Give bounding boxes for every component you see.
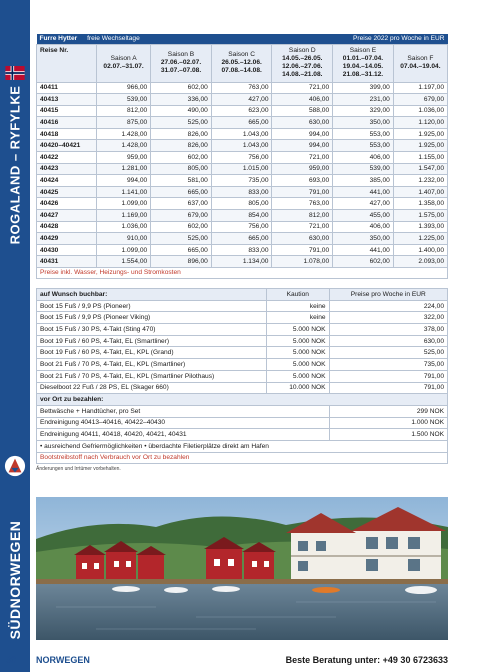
price-cell: 826,00: [151, 140, 212, 152]
harbour-cabins-photo: [36, 497, 448, 640]
price-footnote: Preise inkl. Wasser, Heizungs- und Stromkosten: [36, 268, 448, 279]
price-cell: 350,00: [333, 233, 394, 245]
price-cell: 1.036,00: [97, 221, 151, 233]
price-cell: 679,00: [151, 210, 212, 222]
price-cell: 756,00: [211, 221, 272, 233]
boat-name: Dieselboot 22 Fuß / 28 PS, EL (Skager 660): [37, 382, 267, 394]
kaution-header: Kaution: [267, 289, 330, 301]
price-cell: 385,00: [333, 175, 394, 187]
price-note: Preise 2022 pro Woche in EUR: [272, 34, 448, 44]
price-cell: 805,00: [151, 163, 212, 175]
price-row: [37, 198, 448, 210]
price-cell: 1.043,00: [211, 140, 272, 152]
property-title: Furre Hytter: [39, 35, 78, 43]
price-row: [37, 256, 448, 268]
price-cell: 994,00: [272, 140, 333, 152]
price-cell: 763,00: [272, 198, 333, 210]
price-cell: 833,00: [211, 244, 272, 256]
price-cell: 665,00: [151, 244, 212, 256]
season-header-row: [37, 44, 448, 82]
price-cell: 441,00: [333, 186, 394, 198]
trip-number-cell: 40418: [37, 128, 97, 140]
main-content: [36, 34, 448, 472]
price-cell: 441,00: [333, 244, 394, 256]
price-cell: 896,00: [151, 256, 212, 268]
price-cell: 1.281,00: [97, 163, 151, 175]
price-cell: 966,00: [97, 82, 151, 94]
price-cell: 1.036,00: [393, 105, 447, 117]
price-cell: 1.547,00: [393, 163, 447, 175]
price-cell: 756,00: [211, 152, 272, 164]
price-cell: 623,00: [211, 105, 272, 117]
sidebar: [0, 0, 30, 672]
price-cell: 875,00: [97, 117, 151, 129]
price-cell: 525,00: [151, 117, 212, 129]
onsite-item: Endreinigung 40413–40416, 40422–40430: [37, 417, 330, 429]
price-cell: 1.407,00: [393, 186, 447, 198]
price-cell: 1.358,00: [393, 198, 447, 210]
boat-name: Boot 19 Fuß / 60 PS, 4-Takt, EL, KPL (Grand): [37, 347, 267, 359]
price-row: [37, 128, 448, 140]
price-cell: 1.120,00: [393, 117, 447, 129]
boat-price: 735,00: [329, 359, 447, 371]
footer-contact: Beste Beratung unter: +49 30 6723633: [285, 655, 448, 665]
extras-table: [36, 288, 448, 464]
onsite-item: Bettwäsche + Handtücher, pro Set: [37, 405, 330, 417]
boat-row: [37, 359, 448, 371]
price-cell: 602,00: [151, 152, 212, 164]
price-row: [37, 152, 448, 164]
price-cell: 637,00: [151, 198, 212, 210]
price-row: [37, 140, 448, 152]
trip-number-cell: 40428: [37, 221, 97, 233]
fuel-note: Bootstreibstoff nach Verbrauch vor Ort zu bezahlen: [37, 452, 448, 464]
price-table-body: [37, 82, 448, 268]
boat-name: Boot 21 Fuß / 70 PS, 4-Takt, EL, KPL (Smartliner Pilothaus): [37, 370, 267, 382]
price-row: [37, 244, 448, 256]
boat-deposit: keine: [267, 300, 330, 312]
price-cell: 602,00: [151, 82, 212, 94]
onsite-price: 1.500 NOK: [329, 429, 447, 441]
season-header: Saison C 26.05.–12.06. 07.08.–14.08.: [211, 44, 272, 82]
price-table-title-row: [37, 34, 448, 44]
weekly-price-header: Preise pro Woche in EUR: [329, 289, 447, 301]
price-cell: 665,00: [211, 233, 272, 245]
boat-price: 791,00: [329, 382, 447, 394]
price-cell: 588,00: [272, 105, 333, 117]
onsite-item: Endreinigung 40411, 40418, 40420, 40421, 40431: [37, 429, 330, 441]
price-cell: 1.925,00: [393, 128, 447, 140]
season-header: Saison A 02.07.–31.07.: [97, 44, 151, 82]
price-cell: 763,00: [211, 82, 272, 94]
trip-number-cell: 40427: [37, 210, 97, 222]
boat-deposit: 5.000 NOK: [267, 359, 330, 371]
price-cell: 959,00: [97, 152, 151, 164]
boat-row: [37, 347, 448, 359]
onsite-price: 1.000 NOK: [329, 417, 447, 429]
trip-number-cell: 40416: [37, 117, 97, 129]
price-cell: 994,00: [97, 175, 151, 187]
trip-number-cell: 40415: [37, 105, 97, 117]
price-row: [37, 163, 448, 175]
boat-price: 525,00: [329, 347, 447, 359]
price-cell: 539,00: [97, 94, 151, 106]
boat-price: 378,00: [329, 324, 447, 336]
boat-deposit: 5.000 NOK: [267, 370, 330, 382]
trip-number-cell: 40413: [37, 94, 97, 106]
price-cell: 1.155,00: [393, 152, 447, 164]
boat-row: [37, 335, 448, 347]
page-number: 30: [6, 655, 17, 665]
price-cell: 833,00: [211, 186, 272, 198]
price-cell: 630,00: [272, 233, 333, 245]
price-cell: 2.093,00: [393, 256, 447, 268]
price-row: [37, 186, 448, 198]
price-cell: 910,00: [97, 233, 151, 245]
property-subtitle: freie Wechseltage: [87, 35, 140, 43]
price-cell: 455,00: [333, 210, 394, 222]
season-header: Saison D 14.05.–26.05. 12.06.–27.06. 14.08.–21.08.: [272, 44, 333, 82]
amenities-text: • ausreichend Gefriermöglichkeiten • überdachte Filetierplätze direkt am Hafen: [37, 440, 448, 452]
trip-number-cell: 40420–40421: [37, 140, 97, 152]
trip-number-header: Reise Nr.: [37, 44, 97, 82]
price-cell: 721,00: [272, 221, 333, 233]
fuel-row: [37, 452, 448, 464]
price-cell: 1.232,00: [393, 175, 447, 187]
trip-number-cell: 40430: [37, 244, 97, 256]
price-cell: 1.575,00: [393, 210, 447, 222]
price-cell: 231,00: [333, 94, 394, 106]
price-cell: 679,00: [393, 94, 447, 106]
price-cell: 1.197,00: [393, 82, 447, 94]
price-cell: 721,00: [272, 152, 333, 164]
boat-deposit: 5.000 NOK: [267, 324, 330, 336]
price-cell: 406,00: [333, 152, 394, 164]
price-cell: 1.428,00: [97, 140, 151, 152]
price-cell: 693,00: [272, 175, 333, 187]
trip-number-cell: 40422: [37, 152, 97, 164]
price-cell: 336,00: [151, 94, 212, 106]
price-row: [37, 233, 448, 245]
boat-row: [37, 370, 448, 382]
onsite-title: vor Ort zu bezahlen:: [37, 394, 448, 406]
season-header: Saison F 07.04.–19.04.: [393, 44, 447, 82]
boat-price: 630,00: [329, 335, 447, 347]
boat-deposit: 5.000 NOK: [267, 347, 330, 359]
price-cell: 1.554,00: [97, 256, 151, 268]
price-cell: 427,00: [333, 198, 394, 210]
price-cell: 1.134,00: [211, 256, 272, 268]
boat-deposit: keine: [267, 312, 330, 324]
price-table-title-cell: [37, 34, 272, 44]
boat-row: [37, 382, 448, 394]
price-cell: 406,00: [333, 221, 394, 233]
boat-name: Boot 15 Fuß / 9,9 PS (Pioneer): [37, 300, 267, 312]
boat-price: 224,00: [329, 300, 447, 312]
bookable-header-row: [37, 289, 448, 301]
boat-deposit: 10.000 NOK: [267, 382, 330, 394]
trip-number-cell: 40411: [37, 82, 97, 94]
price-cell: 630,00: [272, 117, 333, 129]
price-cell: 721,00: [272, 82, 333, 94]
boat-row: [37, 300, 448, 312]
price-cell: 1.169,00: [97, 210, 151, 222]
season-header: Saison E 01.01.–07.04. 19.04.–14.05. 21.08.–31.12.: [333, 44, 394, 82]
brand-logo-icon: [4, 455, 26, 477]
price-cell: 1.099,00: [97, 244, 151, 256]
price-cell: 329,00: [333, 105, 394, 117]
price-cell: 1.225,00: [393, 233, 447, 245]
onsite-price: 299 NOK: [329, 405, 447, 417]
price-cell: 581,00: [151, 175, 212, 187]
price-cell: 735,00: [211, 175, 272, 187]
price-row: [37, 117, 448, 129]
trip-number-cell: 40431: [37, 256, 97, 268]
price-cell: 602,00: [151, 221, 212, 233]
price-cell: 1.400,00: [393, 244, 447, 256]
price-row: [37, 94, 448, 106]
boat-name: Boot 15 Fuß / 30 PS, 4-Takt (Sting 470): [37, 324, 267, 336]
region-label: ROGALAND – RYFYLKE: [7, 85, 23, 245]
price-row: [37, 221, 448, 233]
price-cell: 854,00: [211, 210, 272, 222]
price-cell: 406,00: [272, 94, 333, 106]
price-cell: 1.099,00: [97, 198, 151, 210]
price-table: [36, 34, 448, 268]
price-cell: 553,00: [333, 140, 394, 152]
disclaimer: Änderungen und Irrtümer vorbehalten.: [36, 466, 121, 473]
trip-number-cell: 40426: [37, 198, 97, 210]
price-cell: 812,00: [272, 210, 333, 222]
norway-flag-icon: [5, 66, 25, 80]
trip-number-cell: 40424: [37, 175, 97, 187]
price-cell: 539,00: [333, 163, 394, 175]
price-cell: 1.015,00: [211, 163, 272, 175]
boat-row: [37, 324, 448, 336]
onsite-row: [37, 405, 448, 417]
boat-name: Boot 21 Fuß / 70 PS, 4-Takt, EL, KPL (Smartliner): [37, 359, 267, 371]
season-header: Saison B 27.06.–02.07. 31.07.–07.08.: [151, 44, 212, 82]
price-row: [37, 105, 448, 117]
price-row: [37, 210, 448, 222]
price-cell: 399,00: [333, 82, 394, 94]
price-cell: 490,00: [151, 105, 212, 117]
boat-name: Boot 15 Fuß / 9,9 PS (Pioneer Viking): [37, 312, 267, 324]
page-footer: [0, 650, 480, 672]
price-cell: 791,00: [272, 244, 333, 256]
price-cell: 427,00: [211, 94, 272, 106]
price-cell: 826,00: [151, 128, 212, 140]
footer-country: NORWEGEN: [36, 655, 90, 665]
country-label: SÜDNORWEGEN: [7, 520, 23, 640]
price-cell: 1.043,00: [211, 128, 272, 140]
price-cell: 1.428,00: [97, 128, 151, 140]
trip-number-cell: 40425: [37, 186, 97, 198]
price-cell: 350,00: [333, 117, 394, 129]
price-cell: 959,00: [272, 163, 333, 175]
price-cell: 1.393,00: [393, 221, 447, 233]
price-cell: 602,00: [333, 256, 394, 268]
price-row: [37, 175, 448, 187]
trip-number-cell: 40423: [37, 163, 97, 175]
bookable-title: auf Wunsch buchbar:: [37, 289, 267, 301]
price-cell: 805,00: [211, 198, 272, 210]
amenities-row: [37, 440, 448, 452]
price-cell: 1.078,00: [272, 256, 333, 268]
price-cell: 1.141,00: [97, 186, 151, 198]
boat-price: 791,00: [329, 370, 447, 382]
price-cell: 994,00: [272, 128, 333, 140]
price-row: [37, 82, 448, 94]
price-cell: 553,00: [333, 128, 394, 140]
price-cell: 525,00: [151, 233, 212, 245]
boat-row: [37, 312, 448, 324]
onsite-header-row: [37, 394, 448, 406]
onsite-row: [37, 429, 448, 441]
onsite-row: [37, 417, 448, 429]
boat-name: Boot 19 Fuß / 60 PS, 4-Takt, EL (Smartliner): [37, 335, 267, 347]
price-cell: 665,00: [211, 117, 272, 129]
trip-number-cell: 40429: [37, 233, 97, 245]
price-cell: 812,00: [97, 105, 151, 117]
price-cell: 1.925,00: [393, 140, 447, 152]
price-cell: 791,00: [272, 186, 333, 198]
boat-price: 322,00: [329, 312, 447, 324]
price-cell: 665,00: [151, 186, 212, 198]
boat-deposit: 5.000 NOK: [267, 335, 330, 347]
